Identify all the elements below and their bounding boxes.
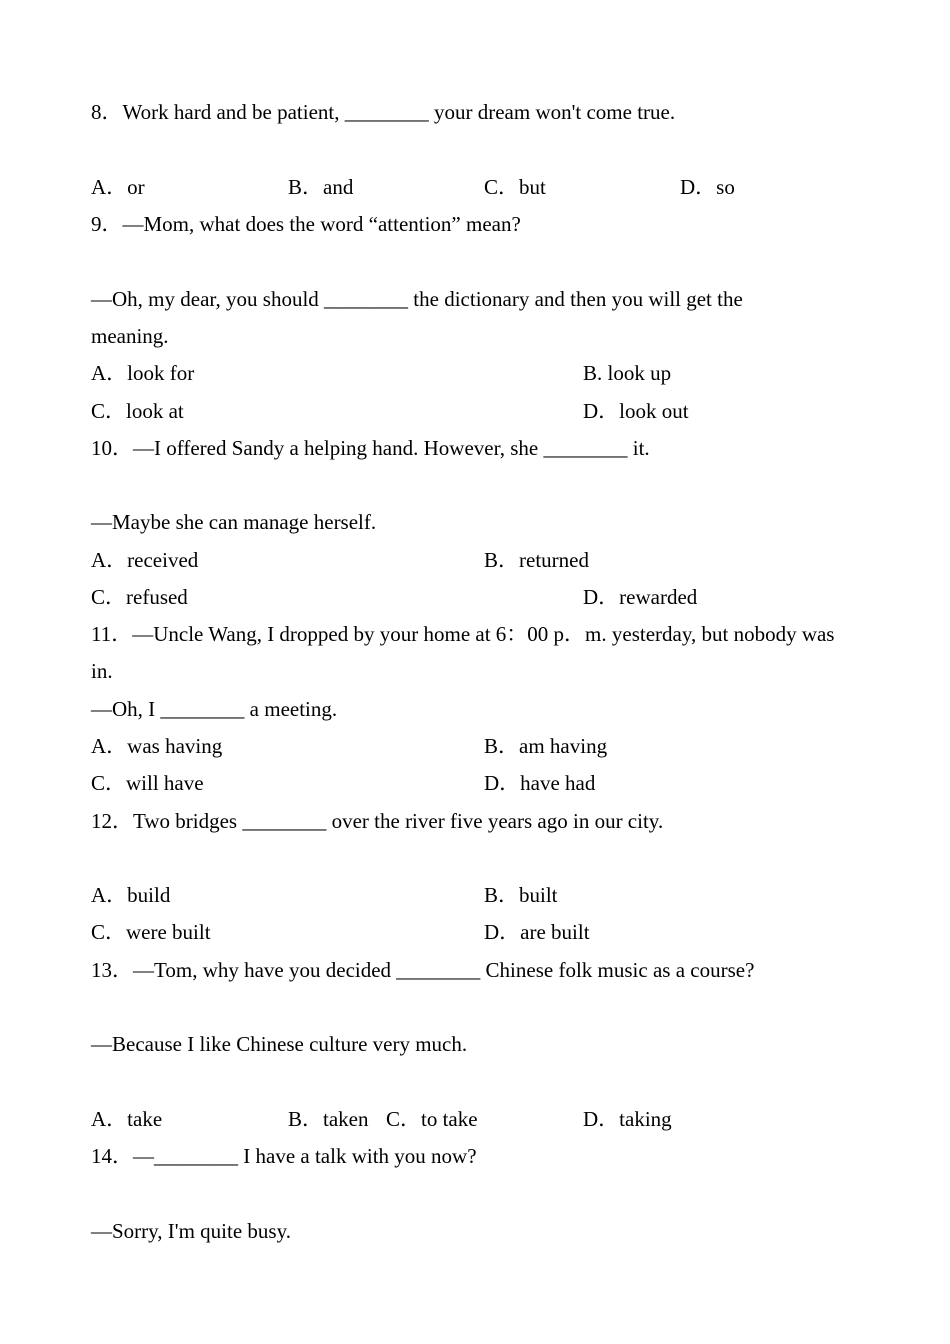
question-12-stem: 12．Two bridges ________ over the river five years ago in our city. <box>91 809 664 833</box>
question-8-option-b: B．and <box>288 175 354 199</box>
question-10-stem: 10．—I offered Sandy a helping hand. However, she ________ it. <box>91 436 650 460</box>
question-9-option-d: D．look out <box>583 399 689 423</box>
question-11-reply: —Oh, I ________ a meeting. <box>91 697 338 721</box>
question-11-option-a: A．was having <box>91 734 223 758</box>
question-10-option-a: A．received <box>91 548 199 572</box>
question-13-option-b: B．taken <box>288 1107 369 1131</box>
question-12-option-d: D．are built <box>484 920 590 944</box>
question-9-option-b: B. look up <box>583 361 672 385</box>
question-9-option-a: A．look for <box>91 361 195 385</box>
question-12-option-b: B．built <box>484 883 558 907</box>
question-13-option-c: C．to take <box>386 1107 478 1131</box>
question-10-reply: —Maybe she can manage herself. <box>91 510 377 534</box>
question-9-option-c: C．look at <box>91 399 184 423</box>
question-11-option-c: C．will have <box>91 771 204 795</box>
question-11-stem-line1: 11．—Uncle Wang, I dropped by your home at 6：00 p．m. yesterday, but nobody was <box>91 622 835 646</box>
question-14-stem: 14．—________ I have a talk with you now? <box>91 1144 477 1168</box>
question-8-option-d: D．so <box>680 175 735 199</box>
question-9-reply-line2: meaning. <box>91 324 169 348</box>
question-14-reply: —Sorry, I'm quite busy. <box>91 1219 291 1243</box>
question-11-option-b: B．am having <box>484 734 608 758</box>
question-13-stem: 13．—Tom, why have you decided ________ Chinese folk music as a course? <box>91 958 755 982</box>
question-13-option-d: D．taking <box>583 1107 672 1131</box>
question-10-option-b: B．returned <box>484 548 589 572</box>
question-8-option-a: A．or <box>91 175 145 199</box>
question-10-option-c: C．refused <box>91 585 188 609</box>
question-12-option-c: C．were built <box>91 920 211 944</box>
question-8-stem: 8．Work hard and be patient, ________ your dream won't come true. <box>91 100 676 124</box>
question-9-reply-line1: —Oh, my dear, you should ________ the dictionary and then you will get the <box>91 287 743 311</box>
question-9-stem: 9．—Mom, what does the word “attention” mean? <box>91 212 521 236</box>
question-10-option-d: D．rewarded <box>583 585 698 609</box>
question-11-stem-line2: in. <box>91 659 113 683</box>
question-13-option-a: A．take <box>91 1107 163 1131</box>
question-13-reply: —Because I like Chinese culture very much. <box>91 1032 468 1056</box>
question-8-option-c: C．but <box>484 175 546 199</box>
question-11-option-d: D．have had <box>484 771 596 795</box>
question-12-option-a: A．build <box>91 883 171 907</box>
